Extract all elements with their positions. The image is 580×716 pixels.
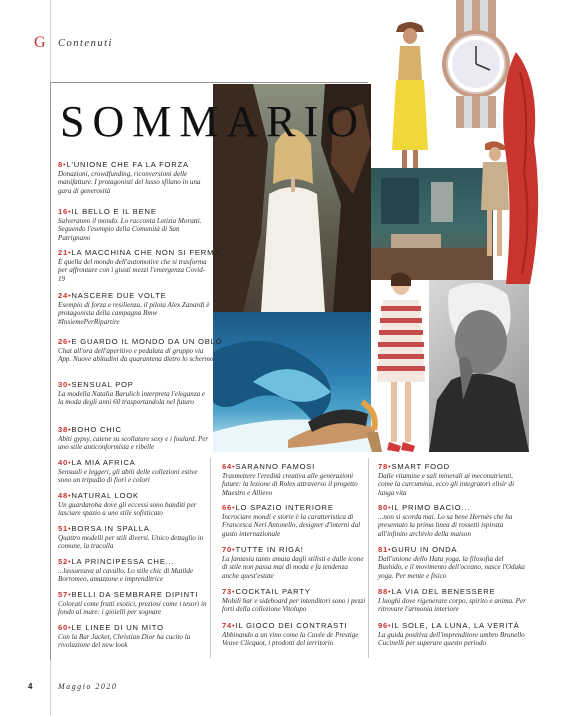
entry-text: Un guardaroba dove gli eccessi sono banditi per lasciare spazio a uno stile sofisticato — [58, 501, 197, 518]
entry-title: GURU IN ONDA — [391, 545, 458, 554]
entry-title: IL PRIMO BACIO... — [391, 503, 471, 512]
entry-text: Dalle vitamine e sali minerali ai meconutrienti, come la curcumina, ecco gli integratori elisir di lunga vita — [378, 472, 515, 497]
entry-title: LA VIA DEL BENESSERE — [391, 587, 496, 596]
bullet: • — [388, 503, 392, 512]
entry-text: Sensuali e leggeri, gli abiti delle collezioni estive sono un tripudio di fiori e colori — [58, 468, 198, 485]
page-number: 21 — [58, 248, 69, 257]
column-divider-2 — [368, 458, 369, 658]
entry-text: È quella del mondo dell'automotive che si trasforma per affrontare con i giusti mezzi l'emergenza Covid-19 — [58, 258, 207, 283]
column-divider-1 — [210, 458, 211, 658]
entry-text: La modella Natalia Barulich interpreta l'eleganza e la moda degli anni 60 trasportandola nel futuro — [58, 390, 206, 407]
issue-date: Maggio 2020 — [58, 682, 118, 691]
toc-entry[interactable] — [58, 491, 208, 518]
page-number: 74 — [222, 621, 233, 630]
toc-entry[interactable] — [222, 462, 366, 497]
toc-entry[interactable] — [58, 623, 208, 650]
bullet: • — [232, 621, 236, 630]
page-number: 51 — [58, 524, 69, 533]
bullet: • — [68, 248, 72, 257]
toc-entry[interactable] — [378, 621, 526, 648]
entry-title: IL BELLO E IL BENE — [71, 207, 157, 216]
toc-entry[interactable] — [378, 587, 526, 614]
page-number: 96 — [378, 621, 389, 630]
toc-entry[interactable] — [222, 503, 366, 538]
toc-entry[interactable] — [58, 160, 210, 195]
entry-text: Colorati come frutti esotici, preziosi come i tesori in fondo al mare: i gioielli per sognare — [58, 600, 207, 617]
portrait-photo — [429, 280, 529, 452]
entry-text: Quattro modelli per stili diversi. Unico dettaglio in comune, la tracolla — [58, 534, 204, 551]
frame-top-rule — [50, 82, 368, 83]
entry-text: Mobili bar e sideboard per intenditori sono i pezzi forti della collezione Vitolupo — [222, 597, 366, 614]
page-number: 48 — [58, 491, 69, 500]
entry-title: BORSA IN SPALLA — [71, 524, 150, 533]
entry-title: LA PRINCIPESSA CHE... — [71, 557, 175, 566]
yellow-dress-model-photo — [388, 20, 432, 172]
bullet: • — [68, 380, 72, 389]
entry-title: BOHO CHIC — [71, 425, 122, 434]
toc-entry[interactable] — [378, 462, 526, 497]
page-number: 38 — [58, 425, 69, 434]
entry-title: SMART FOOD — [391, 462, 450, 471]
bullet: • — [388, 587, 392, 596]
entry-text: Donazioni, crowdfunding, riconversioni delle manifatture. I protagonisti del lusso sfilano in una gara di generosità — [58, 170, 201, 195]
toc-entry[interactable] — [58, 425, 210, 452]
bullet: • — [68, 291, 72, 300]
folio-page-number: 4 — [28, 682, 33, 691]
bullet: • — [68, 207, 72, 216]
entry-text: I luoghi dove rigenerare corpo, spirito e anima. Per ritrovare l'armonia interiore — [378, 597, 526, 614]
entry-title: E GUARDO IL MONDO DA UN OBLÒ — [71, 337, 223, 346]
entry-text: Abiti gypsy, catene su scollature sexy e i foulard. Per uno stile anticonformista e ribelle — [58, 435, 209, 452]
toc-entry[interactable] — [58, 248, 221, 283]
brand-logo: G — [34, 34, 46, 51]
page-number: 81 — [378, 545, 389, 554]
entry-title: NASCERE DUE VOLTE — [71, 291, 167, 300]
bullet: • — [232, 503, 236, 512]
entry-text: Esempio di forza e resilienza, il pilota Alex Zanardi è protagonista della campagna Bmw #InsiemePerRipartire — [58, 301, 210, 326]
toc-entry[interactable] — [222, 621, 366, 648]
toc-entry[interactable] — [58, 557, 208, 584]
striped-dress-photo — [371, 272, 429, 454]
toc-entry[interactable] — [58, 337, 223, 364]
bullet: • — [68, 623, 72, 632]
bullet: • — [232, 587, 236, 596]
entry-text: Abbinando a un vino come la Cuvée de Prestige Veuve Clicquot, i prodotti del territorio — [222, 631, 359, 648]
page-number: 30 — [58, 380, 69, 389]
entry-text: Chat all'ora dell'aperitivo e pedalata di gruppo via App. Nuove abitudini da quarantena dietro lo schermo — [58, 347, 214, 364]
entry-text: ...non si scorda mai. Lo sa bene Hermès che ha presentato la prima linea di rossetti ispirata all'infinito archivio della maison — [378, 513, 513, 538]
page-number: 60 — [58, 623, 69, 632]
entry-title: IL GIOCO DEI CONTRASTI — [235, 621, 348, 630]
page-number: 78 — [378, 462, 389, 471]
page-number: 26 — [58, 337, 69, 346]
entry-title: NATURAL LOOK — [71, 491, 139, 500]
entry-text: Trasmettere l'eredità creativa alle generazioni future: la lezione di Rolex attraverso il progetto Maestro e Allievo — [222, 472, 358, 497]
entry-text: La guida positiva dell'imprenditore umbro Brunello Cucinelli per superare questo periodo — [378, 631, 525, 648]
page-number: 57 — [58, 590, 69, 599]
bullet: • — [68, 337, 72, 346]
bullet: • — [388, 545, 392, 554]
page-number: 8 — [58, 160, 64, 169]
page-title: SOMMARIO — [60, 97, 367, 146]
bullet: • — [68, 425, 72, 434]
toc-entry[interactable] — [58, 590, 208, 617]
toc-entry[interactable] — [378, 545, 526, 580]
entry-text: Dall'unione dello Hata yoga, la filosofia del Bushido, e il movimento dell'oceano, nasce l'Odaka yoga. Per mente e fisico — [378, 555, 525, 580]
frame-left-rule — [50, 82, 51, 660]
toc-entry[interactable] — [222, 587, 366, 614]
entry-text: La fantasia tanto amata dagli stilisti e dalle icone di stile non passa mai di moda e fa tendenza anche quest'estate — [222, 555, 364, 580]
entry-title: LA MIA AFRICA — [71, 458, 136, 467]
entry-title: LE LINEE DI UN MITO — [71, 623, 164, 632]
entry-title: SENSUAL POP — [71, 380, 134, 389]
bullet: • — [388, 462, 392, 471]
entry-title: L'UNIONE CHE FA LA FORZA — [66, 160, 189, 169]
toc-entry[interactable] — [58, 380, 210, 407]
bullet: • — [68, 458, 72, 467]
toc-entry[interactable] — [58, 524, 208, 551]
entry-text: ...lussureava al cavallo. Lo stile chic di Matilde Borromeo, amazzone e imprenditrice — [58, 567, 194, 584]
page-number: 64 — [222, 462, 233, 471]
entry-title: LA MACCHINA CHE NON SI FERMA — [71, 248, 221, 257]
page-number: 24 — [58, 291, 69, 300]
page-number: 70 — [222, 545, 233, 554]
page-number: 80 — [378, 503, 389, 512]
entry-title: SARANNO FAMOSI — [235, 462, 316, 471]
toc-entry[interactable] — [58, 458, 208, 485]
toc-entry[interactable] — [222, 545, 366, 580]
page-number: 88 — [378, 587, 389, 596]
page-number: 16 — [58, 207, 69, 216]
entry-text: Incrociare mondi e storie è la caratteristica di Francesca Neri Antonello, designer d'interni dal gusto internazionale — [222, 513, 361, 538]
bullet: • — [63, 160, 67, 169]
page-number: 73 — [222, 587, 233, 596]
bullet: • — [232, 462, 236, 471]
entry-title: TUTTE IN RIGA! — [235, 545, 304, 554]
bullet: • — [68, 491, 72, 500]
bullet: • — [68, 590, 72, 599]
page-number: 66 — [222, 503, 233, 512]
entry-title: BELLI DA SEMBRARE DIPINTI — [71, 590, 199, 599]
entry-title: COCKTAIL PARTY — [235, 587, 311, 596]
page-number: 40 — [58, 458, 69, 467]
bullet: • — [388, 621, 392, 630]
bullet: • — [232, 545, 236, 554]
bullet: • — [68, 557, 72, 566]
section-label: Contenuti — [58, 38, 113, 49]
bullet: • — [68, 524, 72, 533]
khaki-outfit-model-photo — [475, 140, 513, 262]
entry-text: Con la Bar Jacket, Christian Dior ha cucito la rivoluzione del new look — [58, 633, 191, 650]
toc-entry[interactable] — [58, 207, 210, 242]
page-number: 52 — [58, 557, 69, 566]
entry-title: IL SOLE, LA LUNA, LA VERITÀ — [391, 621, 520, 630]
toc-entry[interactable] — [378, 503, 526, 538]
toc-entry[interactable] — [58, 291, 210, 326]
entry-text: Salveranno il mondo. Lo racconta Letizia Moratti. Seguendo l'esempio della Comunità di San Patrignano — [58, 217, 202, 242]
entry-title: LO SPAZIO INTERIORE — [235, 503, 334, 512]
